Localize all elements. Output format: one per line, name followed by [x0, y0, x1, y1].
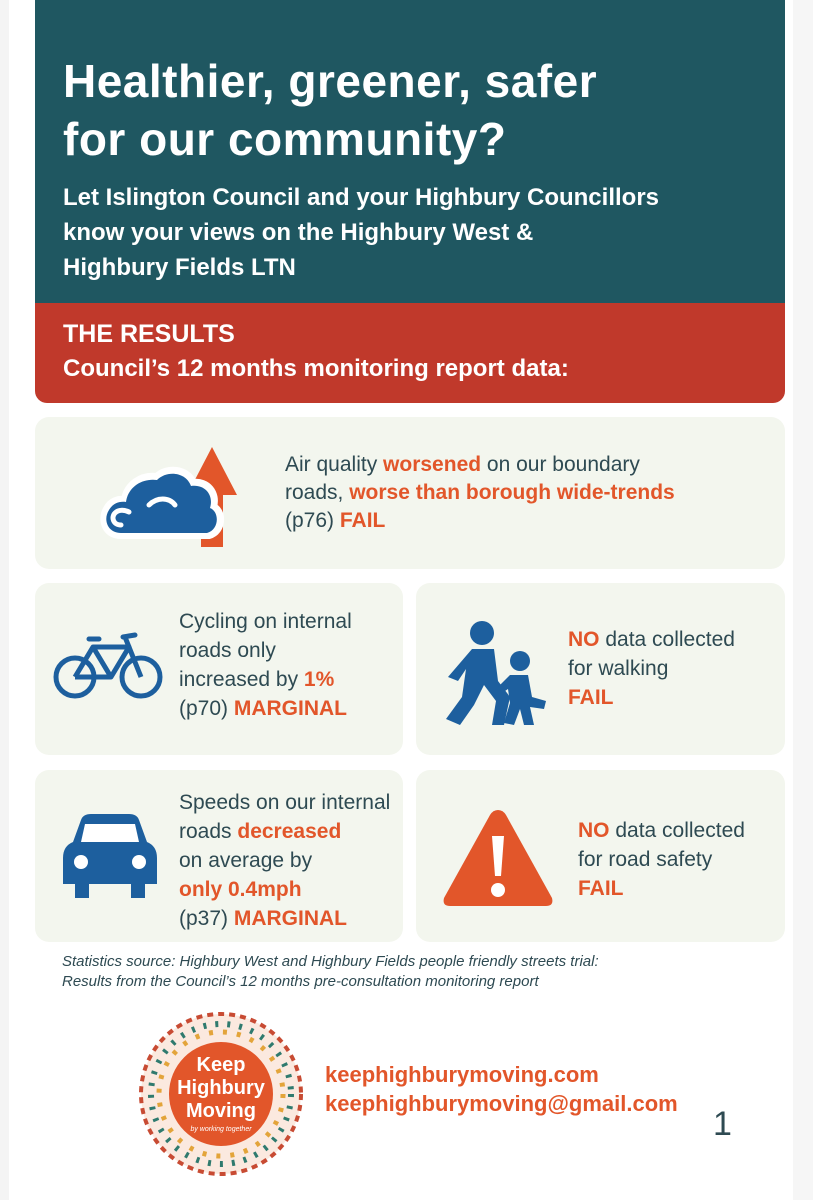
walking-card — [416, 583, 785, 755]
statistics-source-note: Statistics source: Highbury West and Highbury Fields people friendly streets trial: Results from the Council’s 12 months pre-consultation monitoring report — [62, 953, 599, 990]
headline: Healthier, greener, safer for our community? — [63, 55, 598, 165]
results-title: THE RESULTS — [63, 320, 235, 348]
warning-triangle-icon — [440, 806, 556, 910]
email-link[interactable]: keephighburymoving@gmail.com — [325, 1091, 678, 1116]
air-quality-text: Air quality worsened on our boundary roads, worse than borough wide-trends (p76) FAIL — [285, 453, 675, 532]
air-quality-card — [35, 417, 785, 569]
logo-text: Keep Highbury Moving — [177, 1054, 265, 1122]
cloud-up-arrow-icon — [97, 445, 247, 550]
keep-highbury-moving-logo — [135, 1008, 307, 1180]
results-banner — [35, 303, 785, 403]
right-margin — [793, 0, 813, 1200]
results-subtitle: Council’s 12 months monitoring report data: — [63, 355, 569, 382]
website-link[interactable]: keephighburymoving.com — [325, 1062, 599, 1087]
subheadline: Let Islington Council and your Highbury Councillors know your views on the Highbury West & Highbury Fields LTN — [63, 184, 660, 281]
cycling-card — [35, 583, 403, 755]
road-safety-card — [416, 770, 785, 942]
header-banner — [35, 0, 785, 318]
walking-text: NO data collected for walking FAIL — [568, 628, 735, 709]
pedestrians-icon — [438, 619, 550, 729]
speed-card — [35, 770, 403, 942]
left-margin — [0, 0, 9, 1200]
page-number: 1 — [713, 1105, 732, 1143]
road-safety-text: NO data collected for road safety FAIL — [578, 819, 745, 900]
car-icon — [61, 812, 159, 902]
speed-text: Speeds on our internal roads decreased on average by only 0.4mph (p37) MARGINAL — [179, 791, 391, 930]
logo-tagline: by working together — [190, 1126, 252, 1133]
cycling-text: Cycling on internal roads only increased by 1% (p70) MARGINAL — [179, 610, 352, 720]
bicycle-icon — [53, 631, 163, 703]
